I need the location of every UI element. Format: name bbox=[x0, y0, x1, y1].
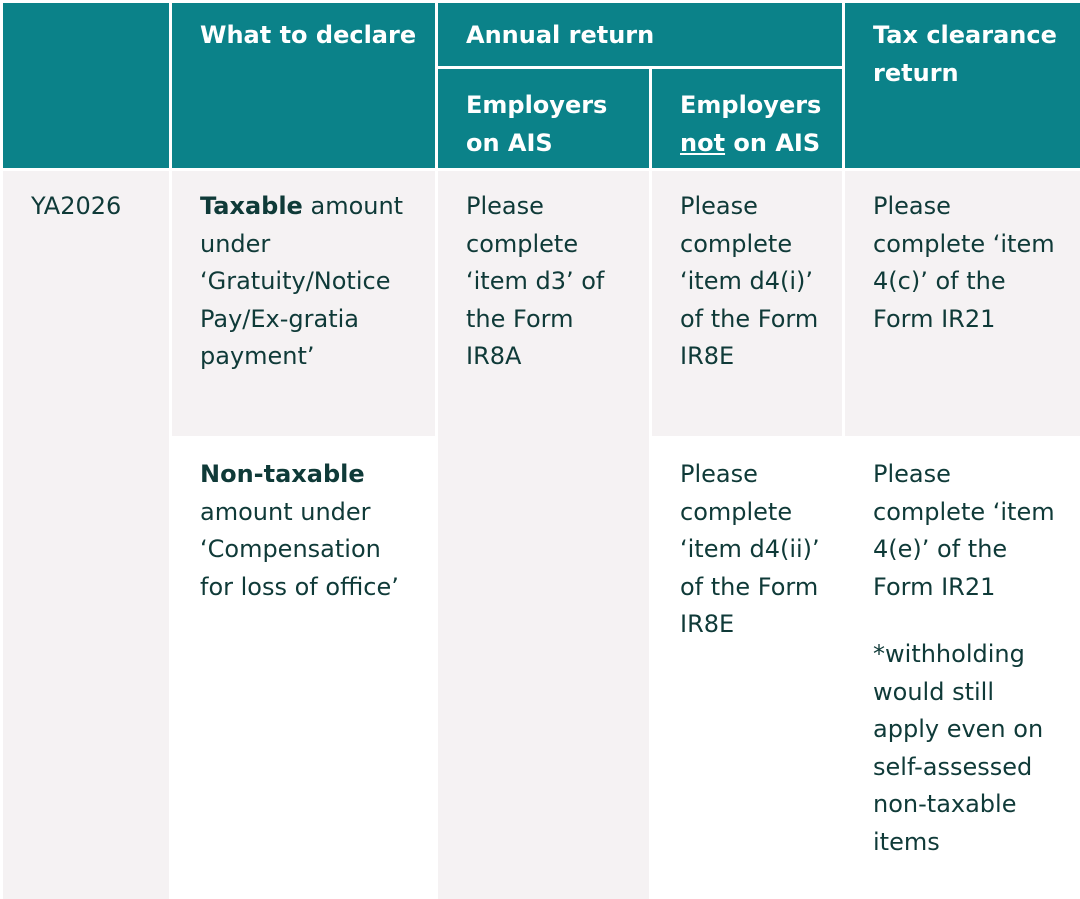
non-taxable-clearance-text: Please complete ‘item 4(e)’ of the Form IR21 bbox=[873, 460, 1055, 601]
header-employers-on-ais: Employers on AIS bbox=[437, 68, 651, 170]
header-employers-not-prefix: Employers bbox=[680, 91, 822, 119]
header-employers-not-suffix: on AIS bbox=[733, 128, 821, 157]
non-taxable-bold-label: Non-taxable bbox=[200, 460, 365, 488]
header-corner-cell bbox=[2, 2, 171, 170]
header-not-underlined: not bbox=[680, 128, 726, 157]
non-taxable-not-ais-text: Please complete ‘item d4(ii)’ of the Form IR8E bbox=[680, 460, 820, 638]
non-taxable-description: amount under ‘Compensation for loss of office’ bbox=[200, 497, 399, 601]
taxable-what-cell bbox=[171, 170, 437, 438]
taxable-description: amount under ‘Gratuity/Notice Pay/Ex-gratia payment’ bbox=[200, 192, 404, 370]
taxable-ais-text: Please complete ‘item d3’ of the Form IR8A bbox=[466, 192, 605, 370]
taxable-ais-cell bbox=[437, 170, 651, 899]
taxable-bold-label: Taxable bbox=[200, 192, 303, 220]
header-tax-clearance-return: Tax clearance return bbox=[844, 2, 1080, 170]
header-annual-return: Annual return bbox=[437, 2, 844, 68]
withholding-note: *withholding would still apply even on self-assessed non-taxable items bbox=[873, 640, 1044, 856]
taxable-not-ais-cell bbox=[651, 170, 844, 438]
non-taxable-what-cell bbox=[171, 438, 437, 899]
year-cell: YA2026 bbox=[2, 170, 171, 899]
taxable-clearance-text: Please complete ‘item 4(c)’ of the Form IR21 bbox=[873, 192, 1055, 333]
taxable-clearance-cell bbox=[844, 170, 1080, 438]
taxable-not-ais-text: Please complete ‘item d4(i)’ of the Form IR8E bbox=[680, 192, 819, 370]
header-employers-not-on-ais bbox=[651, 68, 844, 170]
non-taxable-clearance-cell bbox=[844, 438, 1080, 899]
header-what-to-declare: What to declare bbox=[171, 2, 437, 170]
non-taxable-not-ais-cell bbox=[651, 438, 844, 899]
